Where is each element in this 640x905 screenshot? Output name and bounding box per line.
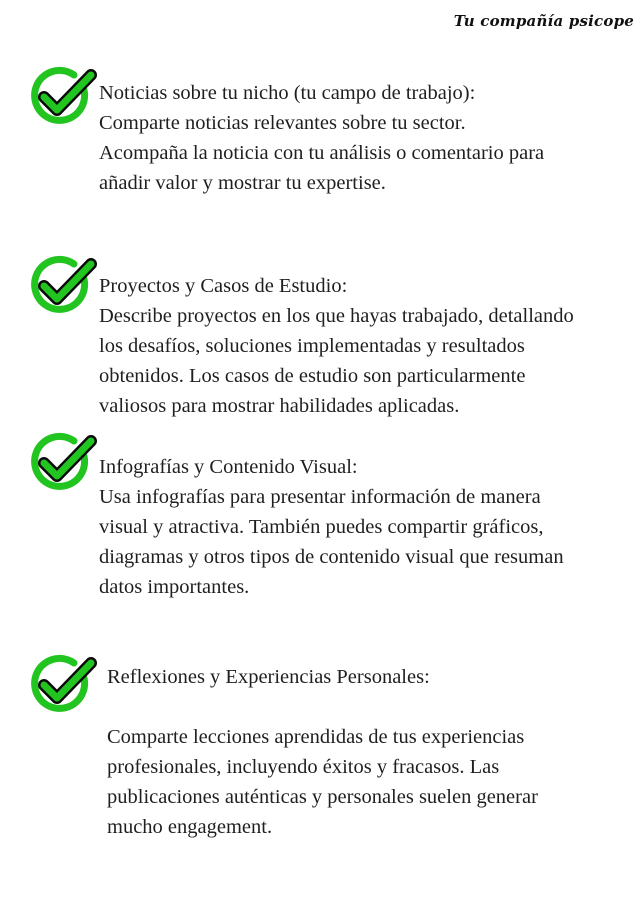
section-title: Reflexiones y Experiencias Personales: [107,666,430,688]
section-line: Comparte lecciones aprendidas de tus experiencias [107,726,525,748]
section-line: Acompaña la noticia con tu análisis o comentario para [99,142,545,164]
section-line: Comparte noticias relevantes sobre tu sector. [99,112,466,134]
section-text [99,271,574,421]
section-line: Describe proyectos en los que hayas trabajado, detallando [99,305,574,327]
check-circle-icon [30,66,98,128]
section-title: Proyectos y Casos de Estudio: [99,275,348,297]
brand-logo: Tu compañía psicope [453,12,634,30]
section-text [107,662,538,842]
check-circle-icon [30,654,98,716]
section-text [99,78,544,198]
section-line: publicaciones auténticas y personales suelen generar [107,786,538,808]
section-line: los desafíos, soluciones implementadas y resultados [99,335,525,357]
section-title: Infografías y Contenido Visual: [99,456,358,478]
section-line: obtenidos. Los casos de estudio son particularmente [99,365,526,387]
section-line: valiosos para mostrar habilidades aplicadas. [99,395,460,417]
section-line: profesionales, incluyendo éxitos y fracasos. Las [107,756,500,778]
section-title: Noticias sobre tu nicho (tu campo de trabajo): [99,82,476,104]
section-line: datos importantes. [99,576,250,598]
section-line: Usa infografías para presentar información de manera [99,486,541,508]
check-circle-icon [30,255,98,317]
section-line: añadir valor y mostrar tu expertise. [99,172,386,194]
section-line: visual y atractiva. También puedes compartir gráficos, [99,516,544,538]
section-line: diagramas y otros tipos de contenido visual que resuman [99,546,564,568]
check-circle-icon [30,432,98,494]
section-line: mucho engagement. [107,816,273,838]
spacer [107,692,538,722]
section-text [99,452,564,602]
